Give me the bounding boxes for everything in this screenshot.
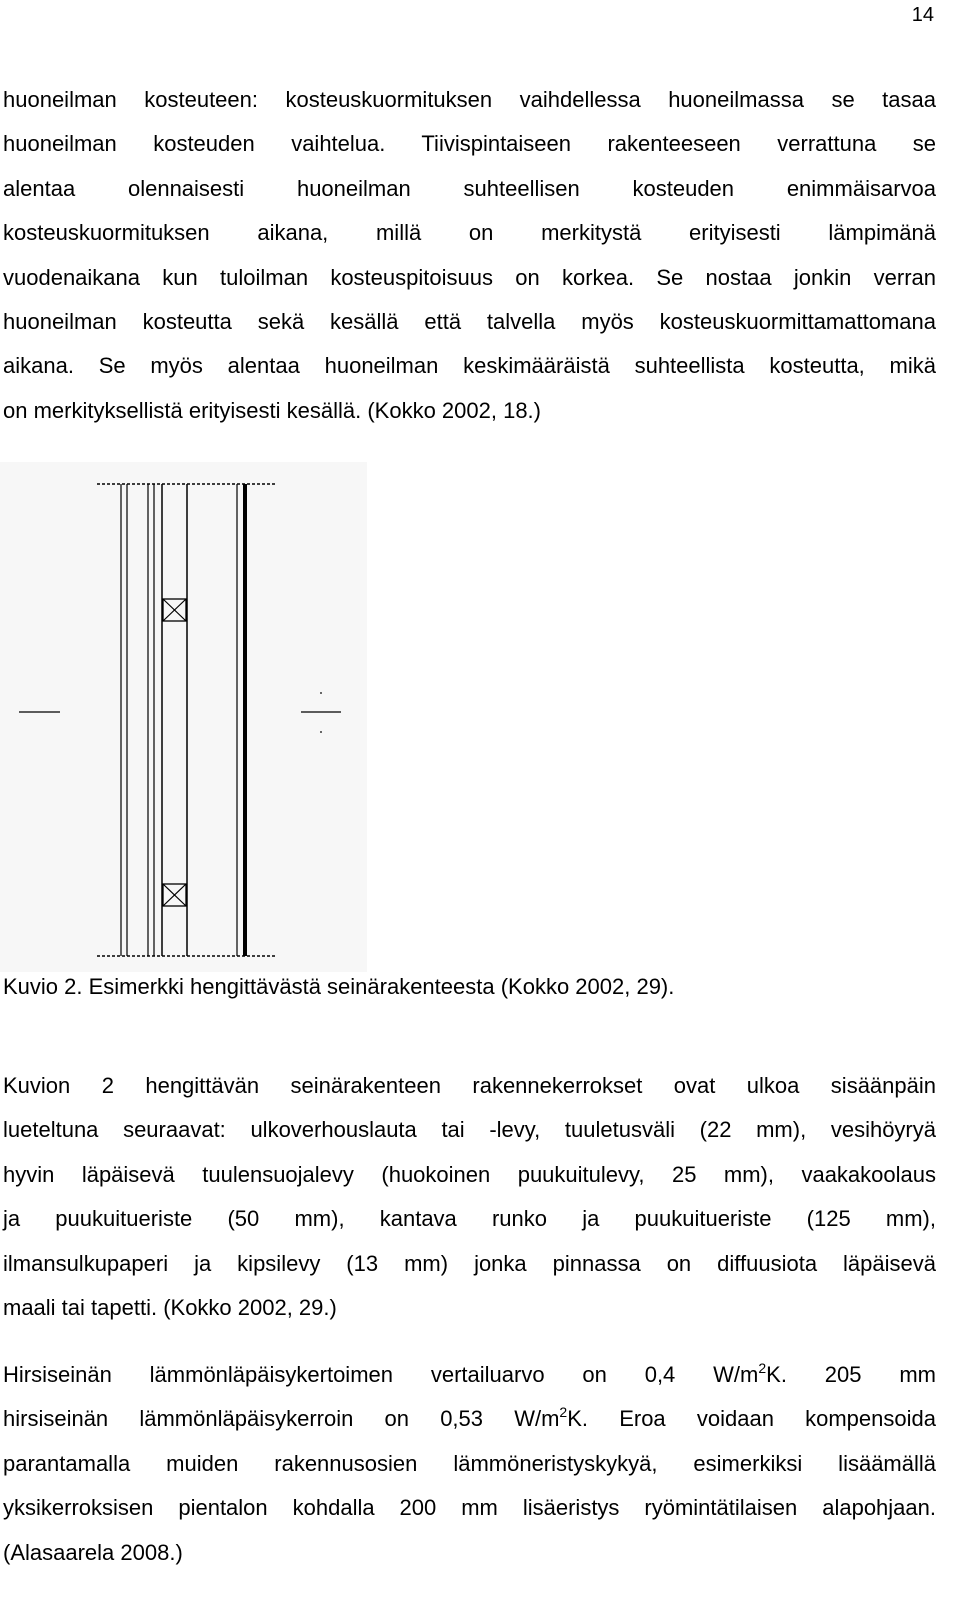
text-line: ilmansulkupaperi ja kipsilevy (13 mm) jonka pinnassa on diffuusiota läpäisevä [3,1250,936,1276]
text-line: parantamalla muiden rakennusosien lämmöneristyskykyä, esimerkiksi lisäämällä [3,1450,936,1476]
text-fragment: K. 205 mm [766,1362,936,1387]
text-fragment: Hirsiseinän lämmönläpäisykertoimen vertailuarvo on 0,4 W/m [3,1362,759,1387]
text-line: Kuvion 2 hengittävän seinärakenteen rakennekerrokset ovat ulkoa sisäänpäin [3,1073,936,1098]
text-line: vuodenaikana kun tuloilman kosteuspitoisuus on korkea. Se nostaa jonkin verran [3,264,936,290]
text-line: huoneilman kosteuteen: kosteuskuormituksen vaihdellessa huoneilmassa se tasaa [3,87,936,112]
text-fragment: hirsiseinän lämmönläpäisykerroin on 0,53 W/m [3,1406,560,1432]
paragraph-log-wall-u-value [3,1353,936,1575]
text-line: kosteuskuormituksen aikana, millä on merkitystä erityisesti lämpimänä [3,220,936,246]
text-line: hyvin läpäisevä tuulensuojalevy (huokoinen puukuitulevy, 25 mm), vaakakoolaus [3,1161,936,1187]
wall-section-drawing [0,462,367,972]
figure-caption: Kuvio 2. Esimerkki hengittävästä seinärakenteesta (Kokko 2002, 29). [3,974,675,999]
wall-structure-figure [0,462,367,972]
text-line: huoneilman kosteuden vaihtelua. Tiivispintaiseen rakenteeseen verrattuna se [3,131,936,157]
text-line [3,1397,936,1441]
text-fragment: K. Eroa voidaan kompensoida [567,1406,936,1432]
text-line: lueteltuna seuraavat: ulkoverhouslauta tai -levy, tuuletusväli (22 mm), vesihöyryä [3,1117,936,1143]
text-line: huoneilman kosteutta sekä kesällä että talvella myös kosteuskuormittamattomana [3,308,936,334]
text-line: yksikerroksisen pientalon kohdalla 200 mm lisäeristys ryömintätilaisen alapohjaan. [3,1495,936,1521]
paragraph-breathing-structure [3,78,936,433]
text-line: alentaa olennaisesti huoneilman suhteellisen kosteuden enimmäisarvoa [3,175,936,201]
text-line [3,1353,936,1397]
text-line: ja puukuitueriste (50 mm), kantava runko ja puukuitueriste (125 mm), [3,1206,936,1232]
page-number: 14 [911,4,934,26]
superscript: 2 [559,1404,568,1421]
text-line: aikana. Se myös alentaa huoneilman keskimääräistä suhteellista kosteutta, mikä [3,353,936,379]
text-line: maali tai tapetti. (Kokko 2002, 29.) [3,1294,337,1320]
text-line: on merkityksellistä erityisesti kesällä. (Kokko 2002, 18.) [3,397,541,423]
text-line: (Alasaarela 2008.) [3,1539,183,1565]
superscript: 2 [758,1360,767,1376]
paragraph-figure-description [3,1064,936,1330]
